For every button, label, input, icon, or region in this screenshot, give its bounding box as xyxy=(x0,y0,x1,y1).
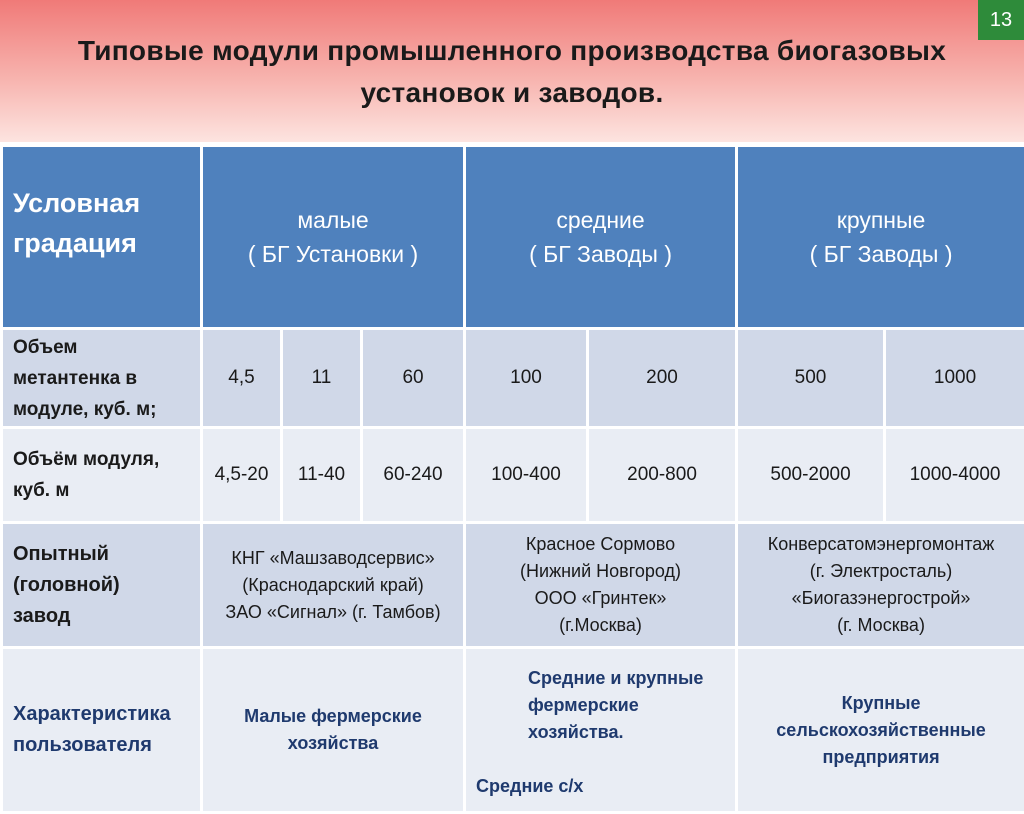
pilot-small: КНГ «Машзаводсервис» (Краснодарский край) ЗАО «Сигнал» (г. Тамбов) xyxy=(202,523,465,648)
user-large: Крупные сельскохозяйственные предприятия xyxy=(737,648,1024,813)
row-pilot-plant xyxy=(2,523,1024,648)
table-cell: 4,5 xyxy=(202,329,282,428)
table-cell: 100 xyxy=(465,329,588,428)
header-row xyxy=(2,146,1024,329)
slide-title xyxy=(0,30,1024,114)
user-medium: Средние и крупные фермерские хозяйства. Средние с/х xyxy=(465,648,737,813)
table-cell: 11 xyxy=(282,329,362,428)
table-cell: 200 xyxy=(588,329,737,428)
table-cell: 1000 xyxy=(885,329,1024,428)
table-cell: 100-400 xyxy=(465,428,588,523)
page-number-badge: 13 xyxy=(978,0,1024,40)
header-large: крупные ( БГ Заводы ) xyxy=(737,146,1024,329)
header-gradation: Условная градация xyxy=(2,146,202,329)
row-label: Характеристика пользователя xyxy=(2,648,202,813)
pilot-large: Конверсатомэнергомонтаж (г. Электросталь) «Биогазэнергострой» (г. Москва) xyxy=(737,523,1024,648)
title-line-1: Типовые модули промышленного производства биогазовых xyxy=(0,30,1024,72)
title-line-2: установок и заводов. xyxy=(0,72,1024,114)
table-cell: 60-240 xyxy=(362,428,465,523)
table-cell: 500-2000 xyxy=(737,428,885,523)
pilot-medium: Красное Сормово (Нижний Новгород) ООО «Гринтек» (г.Москва) xyxy=(465,523,737,648)
table-cell: 1000-4000 xyxy=(885,428,1024,523)
header-small: малые ( БГ Установки ) xyxy=(202,146,465,329)
row-user xyxy=(2,648,1024,813)
row-label: Опытный (головной) завод xyxy=(2,523,202,648)
table-cell: 60 xyxy=(362,329,465,428)
row-tank-volume xyxy=(2,329,1024,428)
row-label: Объём модуля, куб. м xyxy=(2,428,202,523)
table-cell: 500 xyxy=(737,329,885,428)
table-cell: 200-800 xyxy=(588,428,737,523)
table-cell: 4,5-20 xyxy=(202,428,282,523)
modules-table xyxy=(0,144,1024,814)
table-cell: 11-40 xyxy=(282,428,362,523)
row-label: Объем метантенка в модуле, куб. м; xyxy=(2,329,202,428)
header-medium: средние ( БГ Заводы ) xyxy=(465,146,737,329)
row-module-volume xyxy=(2,428,1024,523)
user-small: Малые фермерские хозяйства xyxy=(202,648,465,813)
